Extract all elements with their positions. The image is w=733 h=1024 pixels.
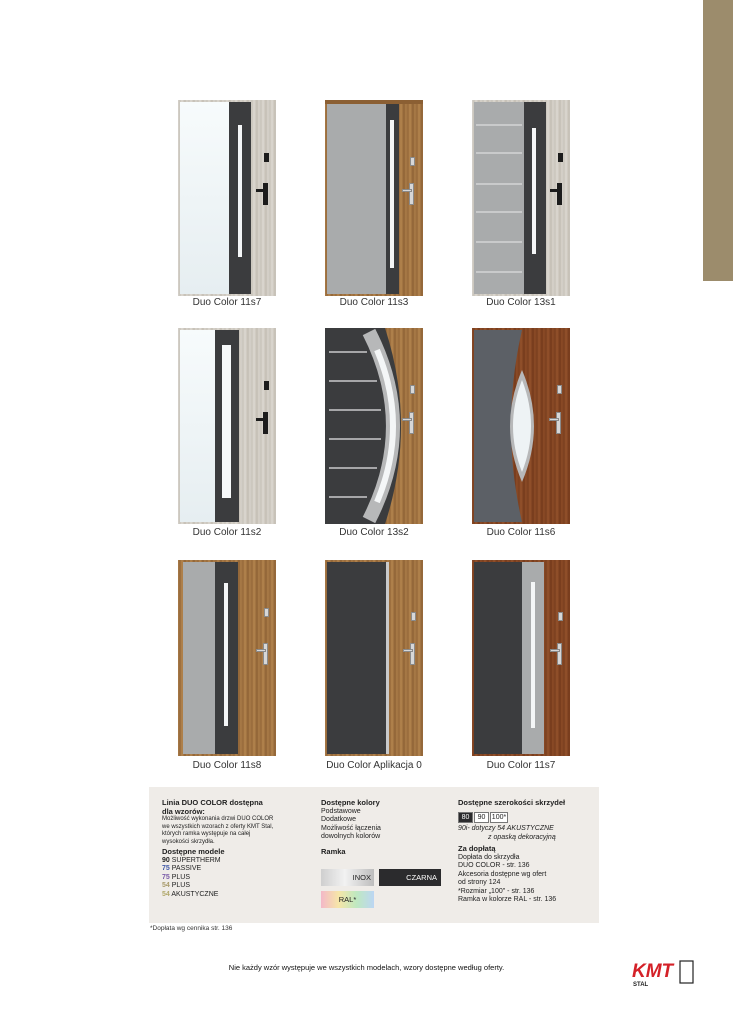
widths-column: [458, 799, 598, 808]
colors-title: Dostępne kolory: [321, 798, 380, 807]
frame-inox-swatch: INOX: [321, 869, 374, 886]
door-duo-color-aplikacja-0: [325, 560, 423, 756]
model-item: 90 SUPERTHERM: [162, 856, 221, 864]
color-option: Podstawowe: [321, 807, 361, 815]
extra-title: Za dopłatą: [458, 844, 496, 853]
model-item: 75 PASSIVE: [162, 865, 202, 872]
door-caption: Duo Color 11s8: [192, 760, 262, 771]
model-item: 75 PLUS: [162, 873, 191, 881]
door-duo-color-11s8: [178, 560, 276, 756]
door-caption: Duo Color 11s7: [192, 297, 262, 308]
door-duo-color-11s2: [178, 328, 276, 524]
colors-column: [321, 799, 446, 856]
door-duo-color-11s6: [472, 328, 570, 524]
side-accent-tab: [703, 0, 733, 281]
color-option: Dodatkowe: [321, 816, 357, 823]
extra-item: *Rozmiar „100" - str. 136: [458, 887, 535, 895]
door-duo-color-11s7-dark: [472, 560, 570, 756]
svg-text:STAL: STAL: [633, 982, 649, 988]
door-caption: Duo Color 11s6: [486, 527, 556, 538]
door-duo-color-13s1: [472, 100, 570, 296]
widths-title: Dostępne szerokości skrzydeł: [458, 798, 566, 807]
door-duo-color-11s3: [325, 100, 423, 296]
door-caption: Duo Color 11s2: [192, 527, 262, 538]
extra-item: od strony 124: [458, 879, 501, 886]
door-duo-color-11s7: [178, 100, 276, 296]
width-option-100: 100*: [491, 814, 507, 821]
svg-text:KMT: KMT: [632, 961, 674, 982]
footnote: *Dopłata wg cennika str. 136: [150, 925, 233, 932]
width-note: 90i- dotyczy 54 AKUSTYCZNE: [458, 825, 554, 832]
extra-item: Akcesoria dostępne wg ofert: [458, 870, 547, 878]
door-caption: Duo Color 11s3: [339, 297, 409, 308]
door-caption: Duo Color 13s2: [339, 527, 409, 538]
extra-item: Ramka w kolorze RAL - str. 136: [458, 896, 557, 903]
extra-item: Dopłata do skrzydła: [458, 853, 520, 861]
door-duo-color-13s2: [325, 328, 423, 524]
color-option: dowolnych kolorów: [321, 833, 381, 840]
extra-item: DUO COLOR - str. 136: [458, 862, 530, 869]
info-panel: [149, 787, 599, 923]
availability-column: [162, 799, 312, 899]
availability-desc: Możliwość wykonania drzwi DUO COLOR we wszystkich wzorach z oferty KMT Stal, których ramka występuje na całej wysokości skrzydła.: [162, 816, 274, 845]
model-item: 54 PLUS: [162, 882, 191, 889]
models-title: Dostępne modele: [162, 847, 225, 856]
availability-title-2: dla wzorów:: [162, 806, 205, 816]
frame-ral-swatch: RAL*: [321, 891, 374, 908]
availability-title: Linia DUO COLOR dostępna: [162, 798, 263, 807]
door-caption: Duo Color 13s1: [486, 297, 556, 308]
door-caption: Duo Color Aplikacja 0: [326, 760, 422, 771]
width-note-2: z opaską dekoracyjną: [488, 833, 556, 841]
kmt-stal-logo: [630, 958, 696, 988]
width-option-90: 90: [474, 812, 489, 823]
model-item: 54 AKUSTYCZNE: [162, 890, 219, 898]
frame-black-swatch: CZARNA: [379, 869, 441, 886]
bottom-note: Nie każdy wzór występuje we wszystkich modelach, wzory dostępne według oferty.: [228, 963, 505, 972]
color-option: Możliwość łączenia: [321, 824, 381, 832]
door-caption: Duo Color 11s7: [486, 760, 556, 771]
frame-title: Ramka: [321, 846, 346, 856]
width-option-80: 80: [458, 812, 473, 823]
